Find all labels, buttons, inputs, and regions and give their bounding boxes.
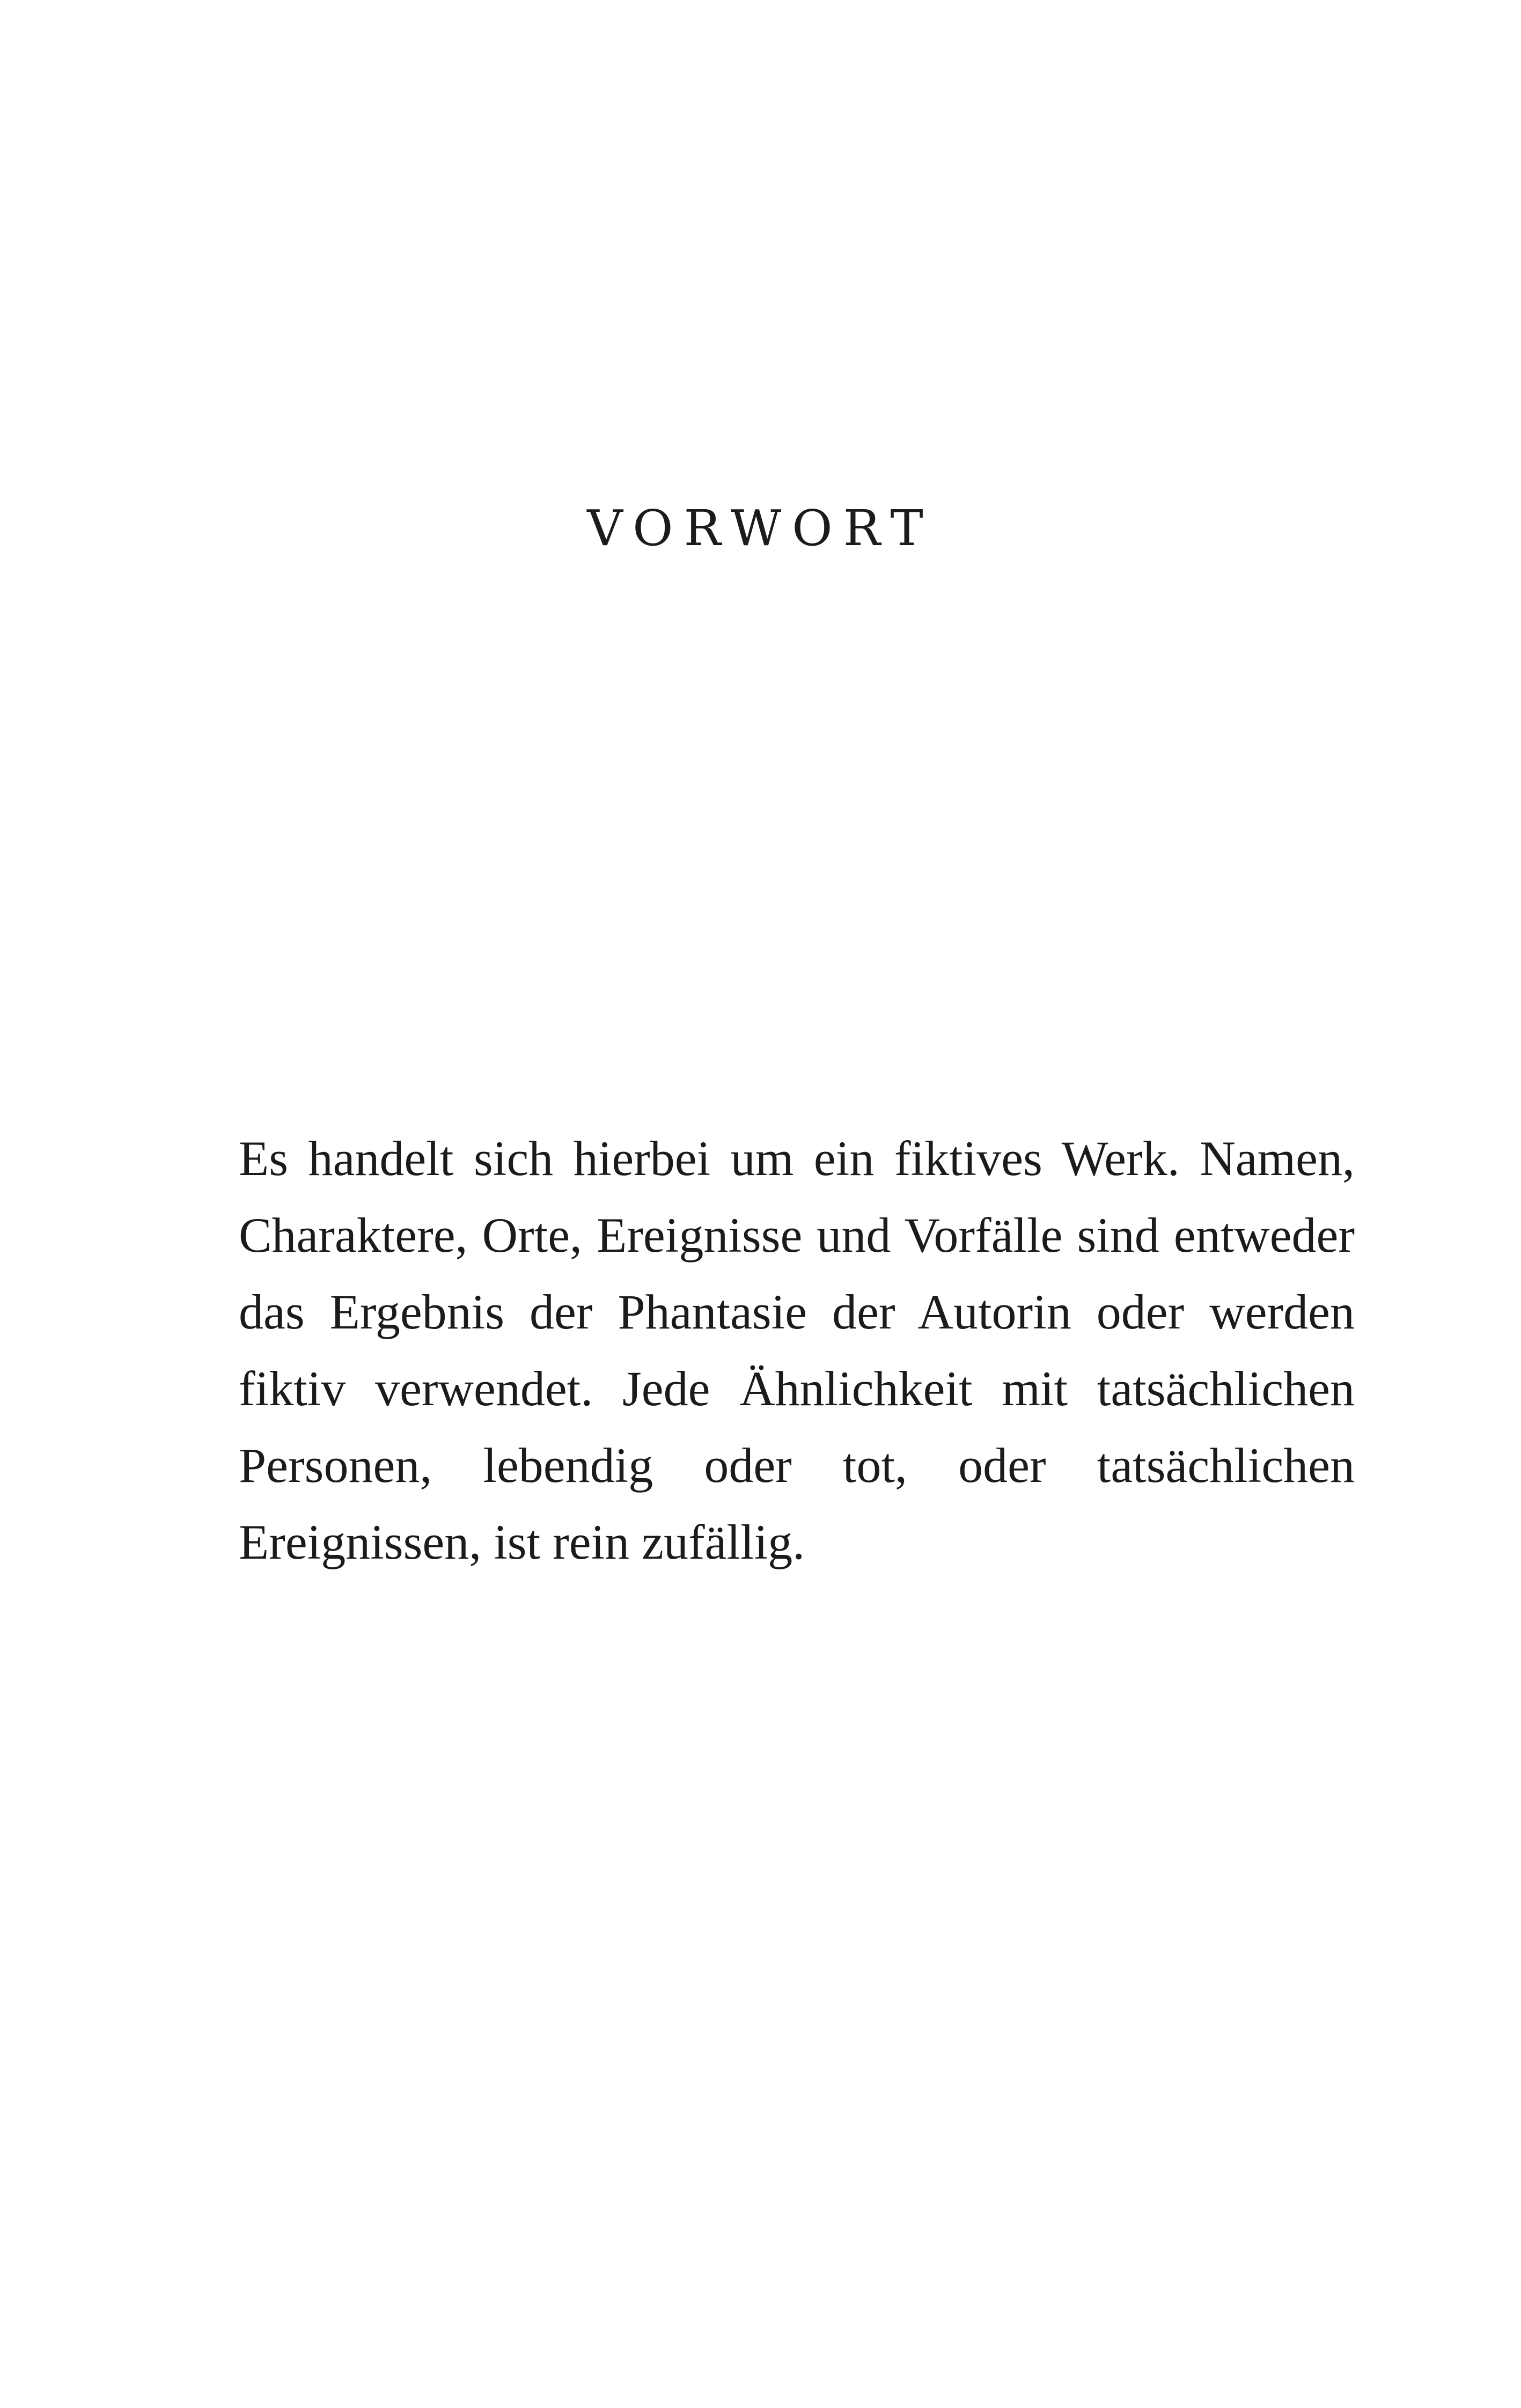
disclaimer-paragraph: Es handelt sich hierbei um ein fiktives Werk. Namen, Charaktere, Orte, Ereignisse und Vorfälle sind entweder das Ergebnis der Phantasie der Autorin oder werden fiktiv verwendet. Jede Ähnlichkeit mit tatsächlichen Personen, lebendig oder tot, oder tatsächlichen Ereignissen, ist rein zufällig. bbox=[239, 1131, 1355, 1569]
chapter-heading: VORWORT bbox=[587, 500, 934, 557]
